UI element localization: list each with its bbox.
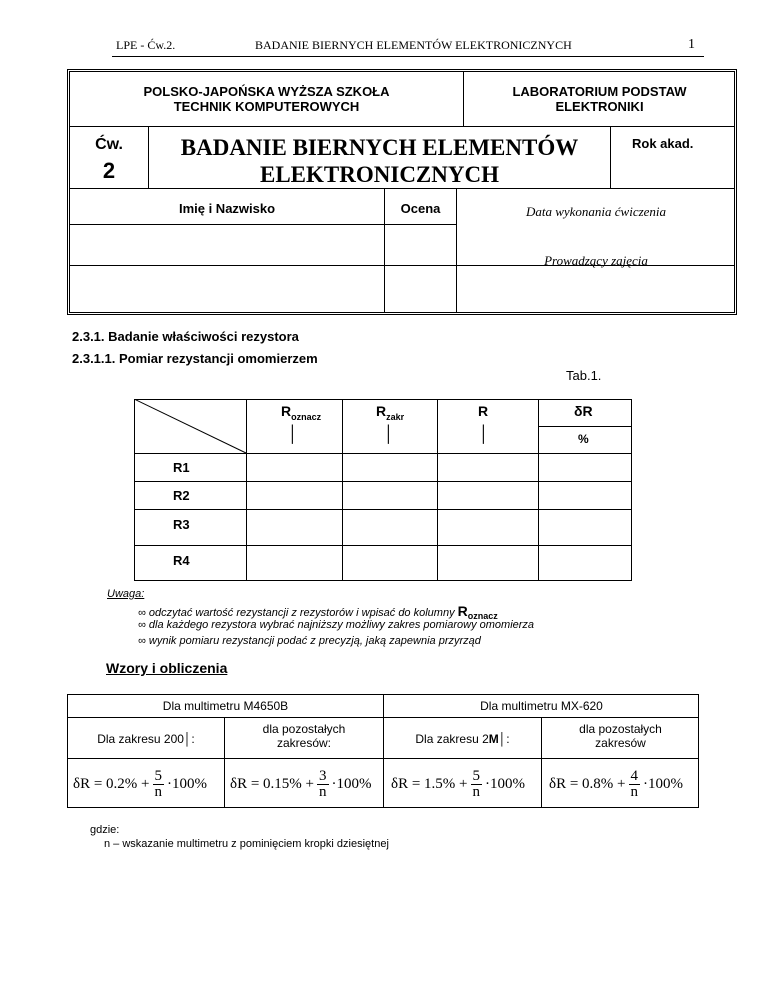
notes-label: Uwaga: — [107, 588, 145, 600]
bullet-icon: ∞ — [138, 619, 146, 631]
subsection-heading: 2.3.1.1. Pomiar rezystancji omomierzem — [72, 351, 318, 366]
col-header-r: R — [478, 403, 489, 419]
section-heading: 2.3.1. Badanie właściwości rezystora — [72, 329, 299, 344]
table-caption: Tab.1. — [566, 368, 602, 383]
school-name: POLSKO-JAPOŃSKA WYŻSZA SZKOŁA TECHNIK KOMPUTEROWYCH — [143, 84, 390, 114]
exercise-number: 2 — [102, 158, 116, 183]
title-block-line — [69, 188, 735, 189]
range-2m-label: Dla zakresu 2M│: — [415, 732, 510, 746]
header-page-number: 1 — [688, 37, 695, 52]
unit-ohm-icon: │ — [479, 426, 489, 443]
date-label: Data wykonania ćwiczenia — [525, 204, 667, 219]
formula-m4650b-other: δR = 0.15% + $\frac{3}{n}$ ·100% — [230, 767, 372, 800]
title-block-line — [69, 224, 456, 225]
bullet-icon: ∞ — [138, 607, 146, 619]
name-label: Imię i Nazwisko — [178, 201, 276, 216]
multimeter-mx620-title: Dla multimetru MX-620 — [480, 699, 603, 713]
row-label-r2: R2 — [173, 488, 190, 503]
multimeter-m4650b-title: Dla multimetru M4650B — [162, 699, 289, 713]
title-block-line — [610, 126, 611, 189]
row-label-r1: R1 — [173, 460, 190, 475]
other-ranges-label: dla pozostałych zakresów — [579, 722, 662, 750]
note-item: ∞ dla każdego rezystora wybrać najniższy możliwy zakres pomiarowy omomierza — [138, 619, 535, 631]
unit-ohm-icon: │ — [384, 426, 394, 443]
lab-name: LABORATORIUM PODSTAW ELEKTRONIKI — [512, 84, 687, 114]
formulas-heading: Wzory i obliczenia — [106, 660, 228, 676]
range-200-label: Dla zakresu 200│: — [97, 732, 195, 746]
note-item: ∞ odczytać wartość rezystancji z rezystorów i wpisać do kolumny $R_{oznacz}$ — [138, 603, 498, 622]
formula-mx620-other: δR = 0.8% + $\frac{4}{n}$ ·100% — [549, 767, 683, 800]
row-label-r4: R4 — [173, 553, 190, 568]
unit-ohm-icon: │ — [288, 426, 298, 443]
header-left: LPE - Ćw.2. — [116, 38, 176, 52]
unit-percent: % — [578, 432, 589, 446]
col-header-r-oznacz: $R_{oznacz}$ — [281, 403, 322, 422]
formula-m4650b-200: δR = 0.2% + $\frac{5}{n}$ ·100% — [73, 767, 207, 800]
header-title: BADANIE BIERNYCH ELEMENTÓW ELEKTRONICZNYCH — [255, 38, 572, 52]
title-block-line — [69, 126, 735, 127]
col-header-r-zakr: $R_{zakr}$ — [376, 403, 405, 422]
row-label-r3: R3 — [173, 517, 190, 532]
bullet-icon: ∞ — [138, 635, 146, 647]
n-definition: n – wskazanie multimetru z pominięciem kropki dziesiętnej — [104, 838, 389, 850]
col-header-delta-r: δR — [574, 403, 593, 419]
header-rule — [112, 56, 704, 57]
grade-label: Ocena — [400, 201, 441, 216]
where-label: gdzie: — [90, 824, 120, 836]
other-ranges-label: dla pozostałych zakresów: — [262, 722, 346, 750]
exercise-title: BADANIE BIERNYCH ELEMENTÓW ELEKTRONICZNYCH — [180, 135, 579, 187]
academic-year-label: Rok akad. — [632, 136, 694, 151]
diagonal-header-cell — [134, 399, 247, 454]
formula-mx620-2m: δR = 1.5% + $\frac{5}{n}$ ·100% — [391, 767, 525, 800]
instructor-label: Prowadzący zajęcia — [544, 253, 648, 268]
note-item: ∞ wynik pomiaru rezystancji podać z precyzją, jaką zapewnia przyrząd — [138, 635, 481, 647]
exercise-label: Ćw. — [95, 136, 123, 153]
